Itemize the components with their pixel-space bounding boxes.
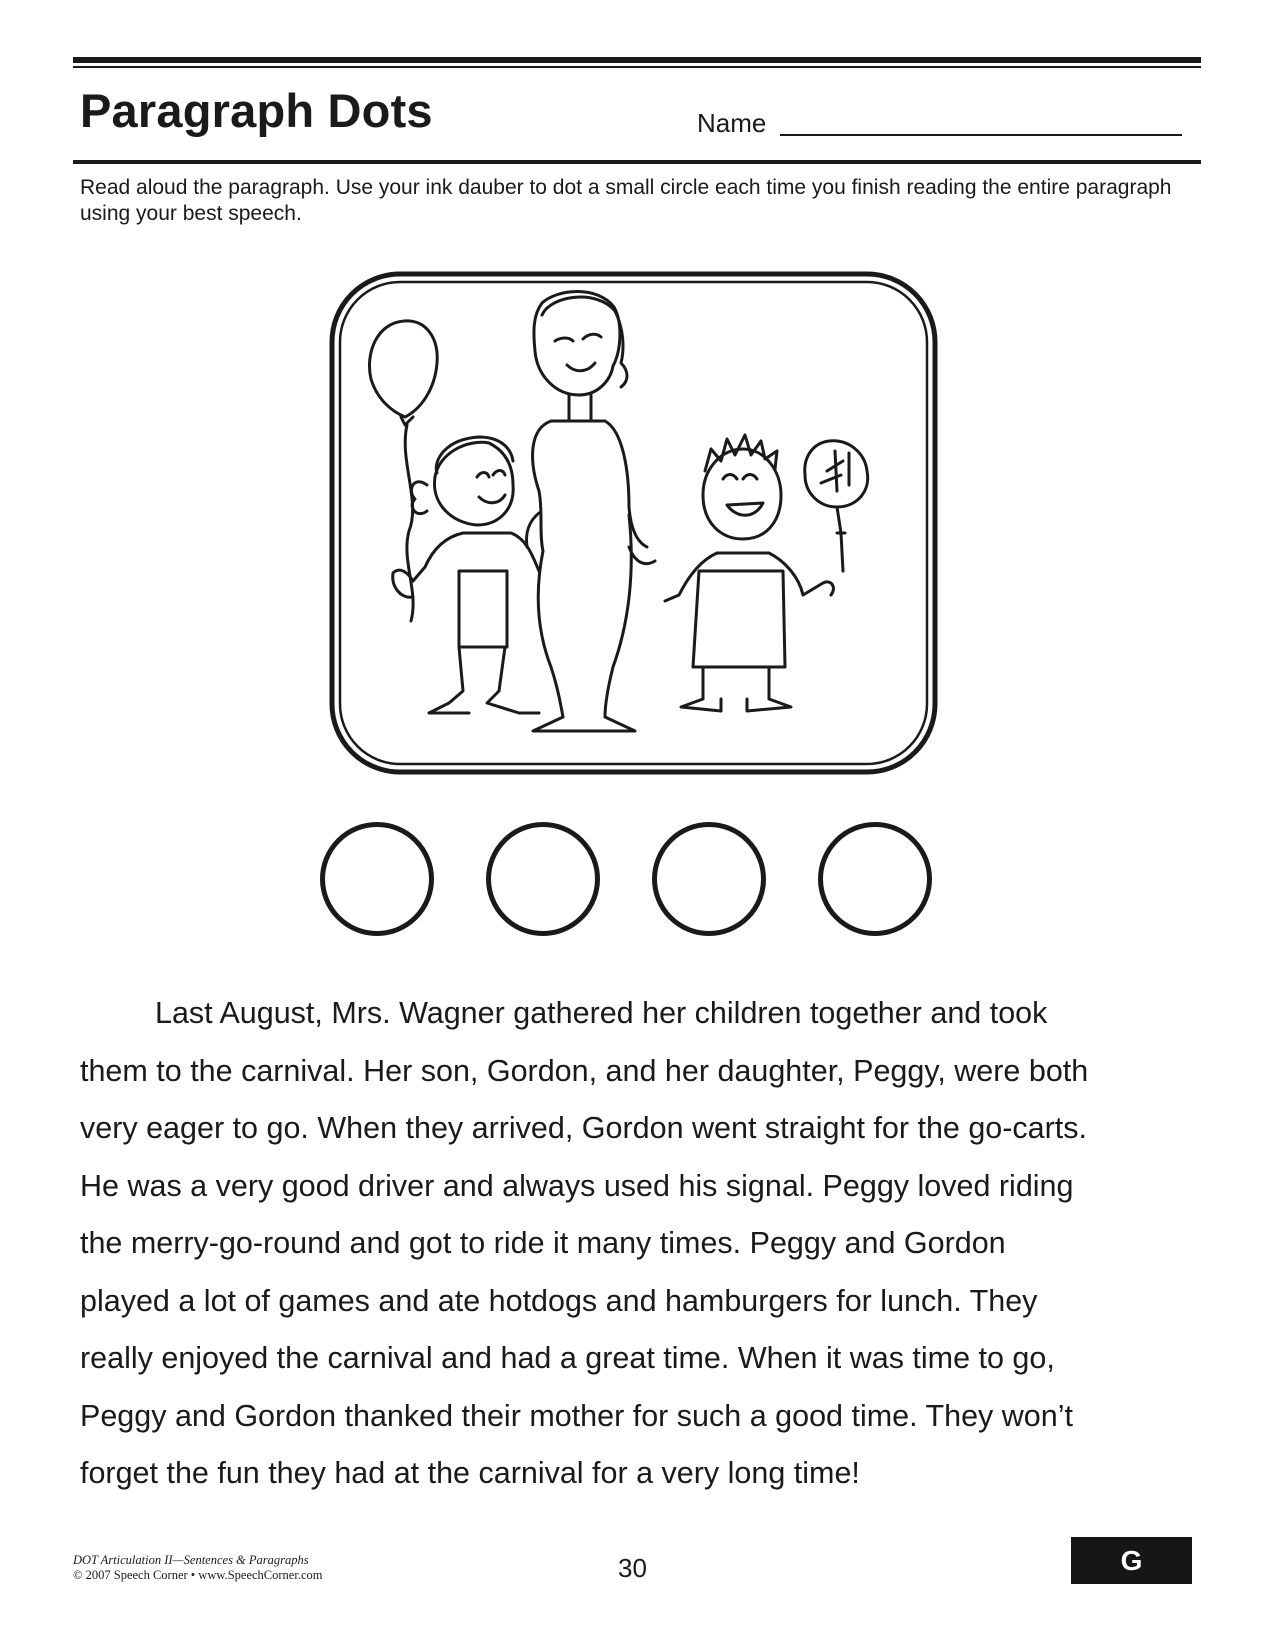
instructions-text: Read aloud the paragraph. Use your ink dauber to dot a small circle each time you finish reading the entire paragraph using your best speech. <box>80 176 1172 225</box>
page-number: 30 <box>618 1553 647 1583</box>
reading-paragraph <box>80 985 1205 1503</box>
name-label: Name <box>697 108 767 138</box>
footer-book-title: DOT Articulation II—Sentences & Paragraphs <box>73 1553 309 1567</box>
paragraph-line: forget the fun they had at the carnival for a very long time! <box>80 1456 860 1490</box>
header-bottom-rule <box>73 160 1201 164</box>
footer-copyright: © 2007 Speech Corner • www.SpeechCorner.com <box>73 1568 323 1582</box>
paragraph-line: Peggy and Gordon thanked their mother for such a good time. They won’t <box>80 1398 1073 1433</box>
paragraph-line: them to the carnival. Her son, Gordon, and her daughter, Peggy, were both <box>80 1053 1089 1088</box>
header-top-thin-rule <box>73 66 1201 68</box>
progress-dots <box>320 822 950 938</box>
paragraph-line: Last August, Mrs. Wagner gathered her children together and took <box>155 996 1048 1030</box>
dot-circle-1[interactable] <box>320 822 434 936</box>
carnival-family-illustration <box>329 271 938 775</box>
paragraph-line: played a lot of games and ate hotdogs and hamburgers for lunch. They <box>80 1283 1038 1318</box>
dot-circle-2[interactable] <box>486 822 600 936</box>
sound-letter-badge: G <box>1071 1537 1192 1584</box>
dot-circle-4[interactable] <box>818 822 932 936</box>
dot-circle-3[interactable] <box>652 822 766 936</box>
paragraph-line: very eager to go. When they arrived, Gordon went straight for the go-carts. <box>80 1111 1087 1145</box>
name-field-line[interactable] <box>780 134 1182 136</box>
paragraph-line: really enjoyed the carnival and had a great time. When it was time to go, <box>80 1341 1055 1375</box>
paragraph-line: He was a very good driver and always used his signal. Peggy loved riding <box>80 1168 1074 1203</box>
header-top-rule <box>73 57 1201 63</box>
paragraph-line: the merry-go-round and got to ride it many times. Peggy and Gordon <box>80 1226 1006 1260</box>
footer-credits <box>73 1553 322 1583</box>
page-title: Paragraph Dots <box>80 84 433 137</box>
